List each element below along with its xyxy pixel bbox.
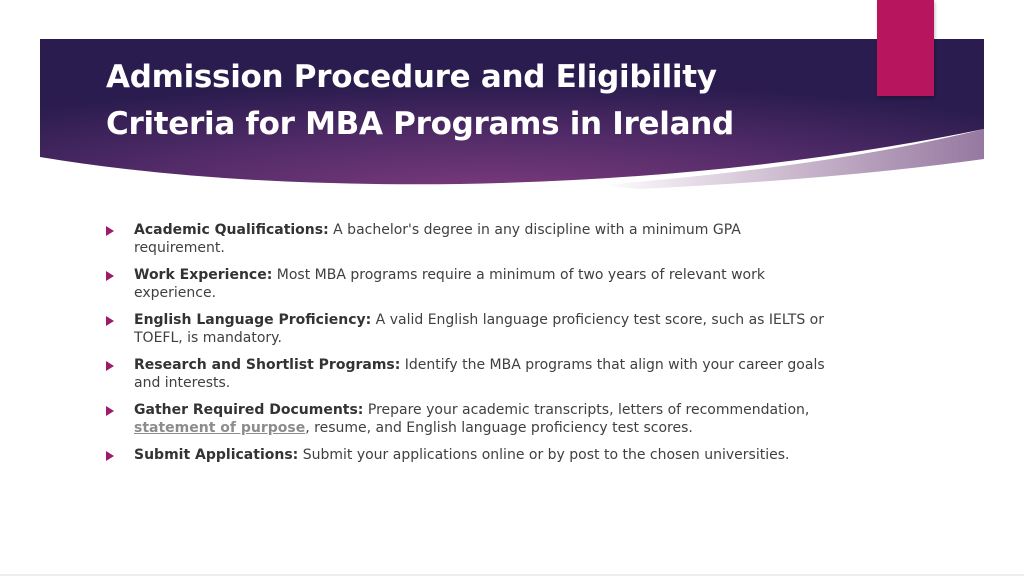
- bullet-gather-documents: [104, 401, 834, 437]
- triangle-bullet-icon: [106, 451, 114, 461]
- bullet-text: , resume, and English language proficiency test scores.: [305, 420, 693, 436]
- bullet-label: Gather Required Documents:: [134, 402, 364, 418]
- triangle-bullet-icon: [106, 271, 114, 281]
- bullet-list: [104, 221, 834, 473]
- accent-tab: [877, 0, 934, 96]
- bullet-text: A bachelor's degree in any discipline with a minimum GPA requirement.: [134, 222, 741, 256]
- triangle-bullet-icon: [106, 316, 114, 326]
- bullet-research-shortlist: [104, 356, 834, 392]
- page-title: Admission Procedure and Eligibility Criteria for MBA Programs in Ireland: [106, 59, 734, 142]
- bullet-text: Submit your applications online or by post to the chosen universities.: [298, 447, 790, 463]
- bullet-text: A valid English language proficiency test score, such as IELTS or TOEFL, is mandatory.: [134, 312, 824, 346]
- bullet-label: Work Experience:: [134, 267, 273, 283]
- bullet-label: English Language Proficiency:: [134, 312, 372, 328]
- bullet-english-proficiency: [104, 311, 834, 347]
- bullet-label: Submit Applications:: [134, 447, 299, 463]
- bullet-text: Most MBA programs require a minimum of two years of relevant work experience.: [134, 267, 765, 301]
- bullet-work-experience: [104, 266, 834, 302]
- bullet-label: Academic Qualifications:: [134, 222, 329, 238]
- triangle-bullet-icon: [106, 406, 114, 416]
- bullet-label: Research and Shortlist Programs:: [134, 357, 401, 373]
- bullet-submit-applications: [104, 446, 834, 464]
- bullet-text: Prepare your academic transcripts, letters of recommendation,: [363, 402, 810, 418]
- triangle-bullet-icon: [106, 226, 114, 236]
- bullet-text: Identify the MBA programs that align with your career goals and interests.: [134, 357, 825, 391]
- triangle-bullet-icon: [106, 361, 114, 371]
- bullet-academic-qualifications: [104, 221, 834, 257]
- statement-of-purpose-link[interactable]: statement of purpose: [134, 420, 306, 436]
